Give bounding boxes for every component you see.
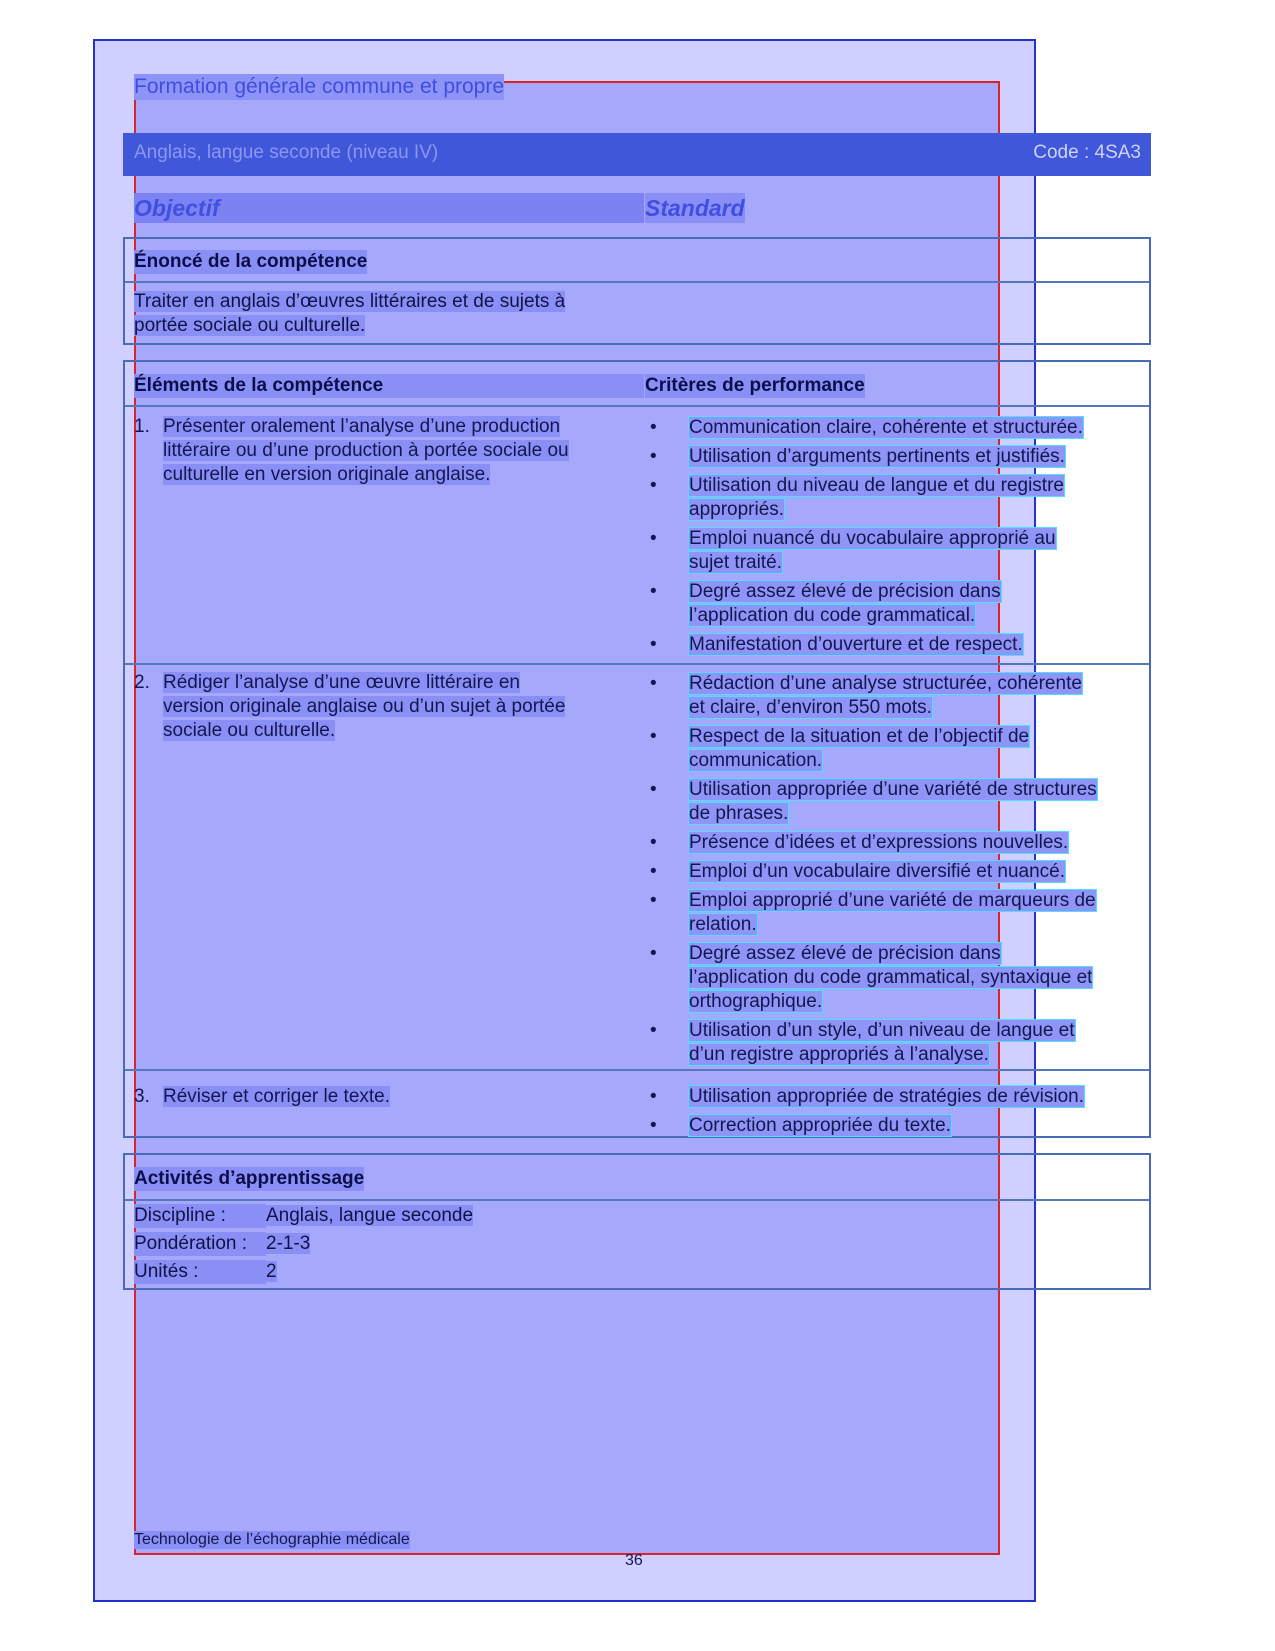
bullet-icon: • [650,1086,657,1107]
criterion-line: Emploi nuancé du vocabulaire approprié au [689,528,1056,549]
course-name: Anglais, langue seconde (niveau IV) [134,142,439,163]
bullet-icon: • [650,581,657,602]
criterion-line: communication. [689,750,823,771]
activites-label: Pondération : [134,1232,266,1256]
criterion-line: Degré assez élevé de précision dans [689,943,1001,964]
section-header: Formation générale commune et propre [134,75,505,98]
enonce-divider [125,281,1149,283]
criterion-line: orthographique. [689,991,823,1012]
criterion-line: de phrases. [689,803,789,824]
bullet-icon: • [650,779,657,800]
activites-value: 2 [266,1261,277,1282]
criterion [650,527,1140,575]
element-line: sociale ou culturelle. [163,720,336,741]
criterion [650,1114,1140,1138]
heading-standard: Standard [645,195,745,221]
criterion [650,1019,1140,1067]
element-number: 1. [134,416,150,437]
enonce-line: portée sociale ou culturelle. [134,315,366,336]
bullet-icon: • [650,1020,657,1041]
element-number: 2. [134,672,150,693]
enonce-line: Traiter en anglais d’œuvres littéraires et de sujets à [134,291,566,312]
elements-divider-2 [125,663,1149,665]
criterion-line: Utilisation appropriée de stratégies de révision. [689,1086,1084,1107]
activites-value: Anglais, langue seconde [266,1205,474,1226]
criterion-line: Communication claire, cohérente et structurée. [689,417,1083,438]
bullet-icon: • [650,890,657,911]
element-text [163,671,649,743]
criterion-line: Degré assez élevé de précision dans [689,581,1001,602]
criterion-line: appropriés. [689,499,785,520]
bullet-icon: • [650,446,657,467]
criterion-line: Correction appropriée du texte. [689,1115,951,1136]
element-line: version originale anglaise ou d’un sujet à portée [163,696,566,717]
criterion-line: Respect de la situation et de l’objectif de [689,726,1030,747]
element-item-2 [134,671,649,743]
bullet-icon: • [650,861,657,882]
bullet-icon: • [650,943,657,964]
criterion-line: Emploi d’un vocabulaire diversifié et nuancé. [689,861,1065,882]
element-line: culturelle en version originale anglaise. [163,464,491,485]
element-line: Rédiger l’analyse d’une œuvre littéraire en [163,672,520,693]
activites-row-unites [134,1260,277,1284]
bullet-icon: • [650,417,657,438]
criterion [650,831,1140,855]
element-line: Réviser et corriger le texte. [163,1086,391,1107]
criterion [650,633,1140,657]
course-code: Code : 4SA3 [1033,142,1141,163]
element-text [163,415,649,487]
criterion-line: Présence d’idées et d’expressions nouvelles. [689,832,1069,853]
element-item-3 [134,1085,649,1109]
criterion-line: sujet traité. [689,552,782,573]
activites-label: Discipline : [134,1204,266,1228]
elements-title-left: Éléments de la compétence [134,375,384,396]
bullet-icon: • [650,1115,657,1136]
criterion-line: Manifestation d’ouverture et de respect. [689,634,1023,655]
criterion [650,672,1140,720]
activites-row-discipline [134,1204,473,1228]
element-line: littéraire ou d’une production à portée sociale ou [163,440,569,461]
activites-title: Activités d’apprentissage [134,1168,365,1189]
criterion [650,942,1140,1014]
elements-header-divider [125,405,1149,407]
bullet-icon: • [650,832,657,853]
footer-program: Technologie de l’échographie médicale [134,1531,410,1548]
criterion-line: Utilisation d’un style, d’un niveau de langue et [689,1020,1075,1041]
page-number: 36 [625,1552,643,1569]
criterion-line: relation. [689,914,757,935]
criterion [650,416,1140,440]
criterion-line: d’un registre appropriés à l’analyse. [689,1044,989,1065]
bullet-icon: • [650,634,657,655]
criterion [650,474,1140,522]
enonce-text [134,290,654,338]
bullet-icon: • [650,475,657,496]
criterion [650,445,1140,469]
activites-row-ponderation [134,1232,310,1256]
criteria-title: Critères de performance [645,375,865,396]
criterion [650,778,1140,826]
criterion [650,725,1140,773]
criterion-line: Utilisation d’arguments pertinents et justifiés. [689,446,1065,467]
bullet-icon: • [650,673,657,694]
bullet-icon: • [650,726,657,747]
criterion [650,860,1140,884]
criterion-line: Emploi approprié d’une variété de marqueurs de [689,890,1096,911]
element-item-1 [134,415,649,487]
criterion-line: Utilisation du niveau de langue et du registre [689,475,1064,496]
activites-divider [125,1199,1149,1201]
criterion-line: l’application du code grammatical, syntaxique et [689,967,1093,988]
criterion [650,889,1140,937]
criterion [650,1085,1140,1109]
element-number: 3. [134,1086,150,1107]
elements-title [134,374,644,398]
bullet-icon: • [650,528,657,549]
enonce-title: Énoncé de la compétence [134,251,368,272]
activites-value: 2-1-3 [266,1233,311,1254]
activites-label: Unités : [134,1260,266,1284]
criterion-line: l’application du code grammatical. [689,605,976,626]
element-line: Présenter oralement l’analyse d’une production [163,416,561,437]
criterion [650,580,1140,628]
course-bar [123,133,1151,176]
criterion-line: Rédaction d’une analyse structurée, cohérente [689,673,1082,694]
heading-objectif: Objectif [134,193,644,223]
criterion-line: et claire, d’environ 550 mots. [689,697,932,718]
element-text [163,1085,649,1109]
criterion-line: Utilisation appropriée d’une variété de structures [689,779,1097,800]
elements-divider-3 [125,1069,1149,1071]
